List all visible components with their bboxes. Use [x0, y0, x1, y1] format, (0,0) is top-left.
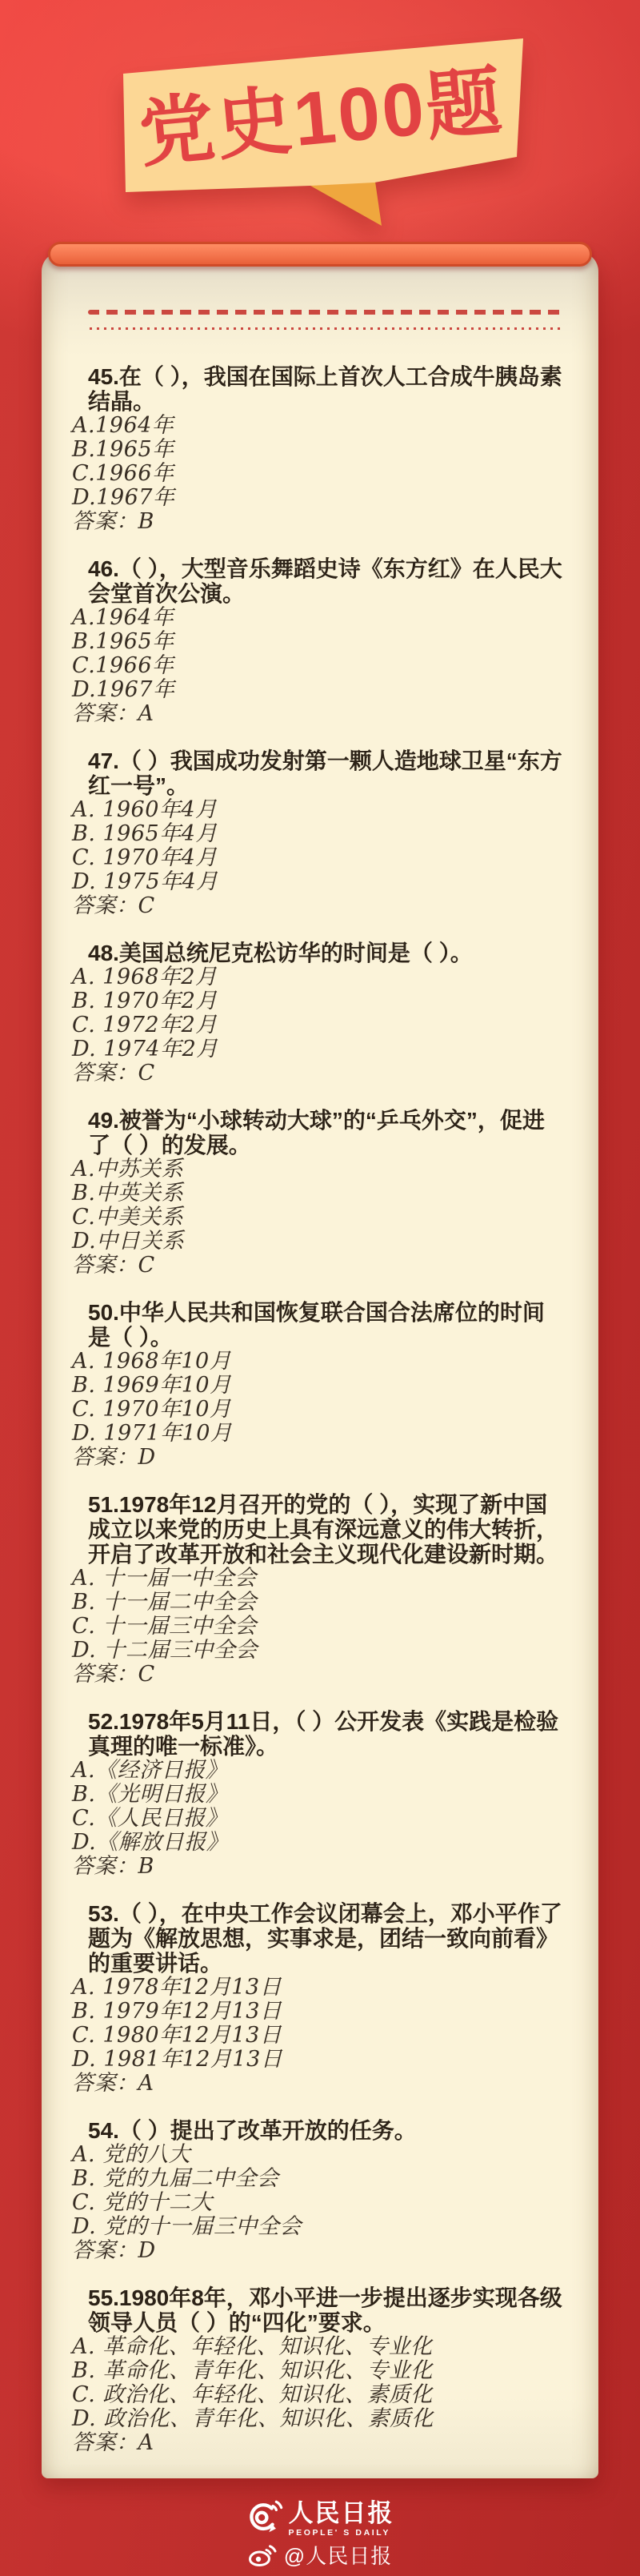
option-a: A.《经济日报》 — [72, 1758, 228, 1783]
option-b: B. 党的九届二中全会 — [72, 2166, 279, 2191]
question-block — [72, 748, 566, 918]
peoples-daily-footer — [0, 2499, 640, 2568]
answer-label: 答案： — [72, 1445, 138, 1470]
question-text: 52.1978年5月11日，（ ）公开发表《实践是检验真理的唯一标准》。 — [88, 1709, 559, 1759]
dashed-divider — [88, 310, 562, 315]
answer-line — [72, 1855, 566, 1879]
option-b: B. 1970年2月 — [72, 989, 218, 1013]
answer-label: 答案： — [72, 1662, 138, 1687]
answer-line — [72, 510, 566, 534]
question-block — [72, 2285, 566, 2455]
answer-value: B — [138, 509, 154, 534]
option-c: C. 1970年4月 — [72, 845, 218, 870]
logo-title: 人民日报 — [288, 2499, 394, 2527]
option-c: C.中美关系 — [72, 1205, 184, 1230]
option-b: B.《光明日报》 — [72, 1782, 228, 1807]
option-d: D. 1975年4月 — [72, 869, 218, 894]
answer-value: C — [138, 893, 155, 918]
at-megaphone-icon — [246, 2499, 283, 2536]
option-d: D. 党的十一届三中全会 — [72, 2214, 302, 2239]
option-a: A.1964年 — [72, 605, 174, 630]
answer-value: B — [138, 1854, 154, 1879]
question-block — [72, 1901, 566, 2096]
answer-label: 答案： — [72, 701, 138, 726]
question-block — [72, 941, 566, 1085]
answer-label: 答案： — [72, 2071, 138, 2096]
question-block — [72, 1108, 566, 1278]
answer-value: A — [138, 2071, 154, 2096]
option-d: D.1967年 — [72, 485, 175, 510]
option-a: A. 1960年4月 — [72, 797, 218, 822]
answer-value: D — [138, 1445, 156, 1470]
option-d: D. 十二届三中全会 — [72, 1638, 258, 1663]
option-b: B.中英关系 — [72, 1181, 184, 1206]
answer-value: A — [138, 701, 154, 726]
weibo-icon — [248, 2545, 277, 2567]
option-a: A. 革命化、年轻化、知识化、专业化 — [72, 2334, 433, 2359]
option-c: C. 政治化、年轻化、知识化、素质化 — [72, 2382, 433, 2407]
question-text: 54.（ ）提出了改革开放的任务。 — [88, 2118, 417, 2143]
weibo-handle: @人民日报 — [283, 2544, 393, 2568]
option-d: D. 政治化、青年化、知识化、素质化 — [72, 2406, 434, 2431]
question-text: 45.在（ ），我国在国际上首次人工合成牛胰岛素结晶。 — [88, 364, 562, 414]
option-b: B.1965年 — [72, 437, 174, 462]
option-c: C.1966年 — [72, 461, 174, 486]
question-text: 47.（ ）我国成功发射第一颗人造地球卫星“东方红一号”。 — [88, 748, 562, 798]
answer-label: 答案： — [72, 893, 138, 918]
option-b: B. 革命化、青年化、知识化、专业化 — [72, 2358, 434, 2383]
option-d: D. 1974年2月 — [72, 1037, 218, 1061]
option-a: A. 1968年2月 — [72, 965, 218, 989]
answer-line — [72, 2072, 566, 2096]
answer-value: D — [138, 2238, 156, 2263]
answer-value: C — [138, 1253, 155, 1278]
answer-line — [72, 1663, 566, 1687]
answer-label: 答案： — [72, 2238, 138, 2263]
option-a: A. 十一届一中全会 — [72, 1566, 257, 1591]
paper-scroll — [42, 252, 598, 2478]
question-block — [72, 1300, 566, 1470]
question-text: 55.1980年8年，邓小平进一步提出逐步实现各级领导人员（ ）的“四化”要求。 — [88, 2285, 562, 2335]
option-c: C.1966年 — [72, 653, 174, 678]
questions-list — [72, 364, 566, 2478]
answer-label: 答案： — [72, 509, 138, 534]
question-text: 46.（ ），大型音乐舞蹈史诗《东方红》在人民大会堂首次公演。 — [88, 556, 562, 606]
question-block — [72, 364, 566, 534]
answer-line — [72, 1446, 566, 1470]
question-block — [72, 1709, 566, 1879]
answer-value: C — [138, 1061, 155, 1085]
answer-label: 答案： — [72, 1253, 138, 1278]
answer-label: 答案： — [72, 1854, 138, 1879]
option-a: A.1964年 — [72, 413, 174, 438]
question-block — [72, 1492, 566, 1687]
answer-line — [72, 702, 566, 726]
option-d: D.《解放日报》 — [72, 1830, 229, 1855]
option-c: C. 1972年2月 — [72, 1013, 218, 1037]
option-b: B. 十一届二中全会 — [72, 1590, 258, 1615]
answer-value: C — [138, 1662, 155, 1687]
question-text: 49.被誉为“小球转动大球”的“乒乓外交”，促进了（ ）的发展。 — [88, 1108, 545, 1158]
option-d: D.中日关系 — [72, 1229, 185, 1254]
answer-line — [72, 1061, 566, 1085]
answer-value: A — [138, 2430, 154, 2455]
option-c: C. 1970年10月 — [72, 1397, 232, 1422]
question-text: 51.1978年12月召开的党的（ ），实现了新中国成立以来党的历史上具有深远意义的伟大转折，开启了改革开放和社会主义现代化建设新时期。 — [88, 1492, 559, 1567]
answer-label: 答案： — [72, 2430, 138, 2455]
option-b: B. 1979年12月13日 — [72, 1999, 282, 2024]
option-c: C. 十一届三中全会 — [72, 1614, 257, 1639]
question-block — [72, 556, 566, 726]
question-text: 48.美国总统尼克松访华的时间是（ ）。 — [88, 941, 473, 965]
dotted-divider — [90, 327, 560, 330]
option-b: B. 1969年10月 — [72, 1373, 232, 1398]
option-a: A. 1978年12月13日 — [72, 1975, 282, 2000]
option-d: D. 1981年12月13日 — [72, 2047, 283, 2072]
option-a: A. 党的八大 — [72, 2142, 191, 2167]
answer-line — [72, 894, 566, 918]
weibo-line — [0, 2544, 640, 2568]
question-block — [72, 2118, 566, 2263]
question-text: 50.中华人民共和国恢复联合国合法席位的时间是（ ）。 — [88, 1300, 545, 1350]
answer-line — [72, 2431, 566, 2455]
scroll-rod — [48, 242, 592, 267]
answer-line — [72, 1254, 566, 1278]
option-a: A. 1968年10月 — [72, 1349, 232, 1374]
option-d: D. 1971年10月 — [72, 1421, 233, 1446]
option-c: C.《人民日报》 — [72, 1806, 228, 1831]
peoples-daily-logo — [0, 2499, 640, 2538]
question-text: 53.（ ），在中央工作会议闭幕会上，邓小平作了题为《解放思想，实事求是，团结一致向前看》的重要讲话。 — [88, 1901, 562, 1976]
option-c: C. 党的十二大 — [72, 2190, 213, 2215]
logo-subtitle: PEOPLE' S DAILY — [288, 2528, 390, 2538]
answer-label: 答案： — [72, 1061, 138, 1085]
option-b: B.1965年 — [72, 629, 174, 654]
option-a: A.中苏关系 — [72, 1157, 184, 1182]
option-c: C. 1980年12月13日 — [72, 2023, 282, 2048]
option-b: B. 1965年4月 — [72, 821, 218, 846]
option-d: D.1967年 — [72, 677, 175, 702]
banner-title: 党史100题 — [135, 58, 507, 176]
answer-line — [72, 2239, 566, 2263]
